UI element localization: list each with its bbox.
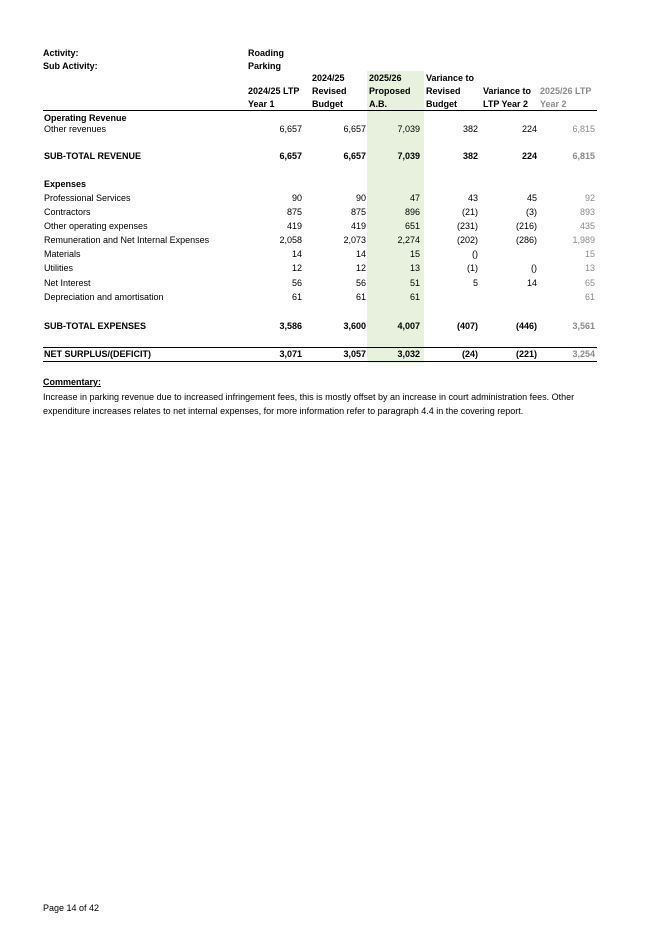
cell-value: 6,657 — [279, 151, 302, 161]
row-label: NET SURPLUS/(DEFICIT) — [44, 349, 151, 359]
row-label: Expenses — [44, 179, 87, 189]
cell-value: 6,815 — [572, 124, 595, 134]
cell-value: 14 — [355, 249, 366, 259]
net-surplus-bottom-rule — [43, 361, 597, 362]
row-label: Depreciation and amortisation — [44, 292, 164, 302]
row-label: Other revenues — [44, 124, 107, 134]
cell-value: () — [472, 249, 478, 259]
cell-value: 12 — [291, 263, 302, 273]
cell-value: 5 — [472, 278, 478, 288]
table-row — [0, 262, 645, 275]
cell-value: (446) — [515, 321, 537, 331]
row-label: Professional Services — [44, 193, 131, 203]
col-header-proposed-ab: 2025/26 Proposed A.B. — [369, 73, 411, 109]
cell-value: 43 — [467, 193, 478, 203]
cell-value: 1,989 — [572, 235, 595, 245]
cell-value: 12 — [355, 263, 366, 273]
cell-value: 56 — [291, 278, 302, 288]
cell-value: 382 — [462, 124, 478, 134]
row-label: Operating Revenue — [44, 113, 127, 123]
cell-value: 92 — [584, 193, 595, 203]
table-row — [0, 291, 645, 304]
cell-value: 435 — [579, 221, 595, 231]
row-label: Other operating expenses — [44, 221, 148, 231]
cell-value: 3,586 — [279, 321, 302, 331]
cell-value: 15 — [409, 249, 420, 259]
cell-value: 3,254 — [572, 349, 595, 359]
table-row — [0, 150, 645, 163]
cell-value: 4,007 — [397, 321, 420, 331]
cell-value: 45 — [526, 193, 537, 203]
table-row — [0, 248, 645, 261]
cell-value: 15 — [584, 249, 595, 259]
table-row — [0, 123, 645, 136]
cell-value: 65 — [584, 278, 595, 288]
row-label: Utilities — [44, 263, 74, 273]
cell-value: (202) — [456, 235, 478, 245]
cell-value: (216) — [515, 221, 537, 231]
cell-value: () — [531, 263, 537, 273]
table-row — [0, 320, 645, 333]
cell-value: 6,657 — [343, 124, 366, 134]
cell-value: (21) — [461, 207, 478, 217]
table-row — [0, 348, 645, 361]
row-label: Materials — [44, 249, 81, 259]
cell-value: 3,071 — [279, 349, 302, 359]
cell-value: 14 — [526, 278, 537, 288]
cell-value: 3,600 — [343, 321, 366, 331]
row-label: Remuneration and Net Internal Expenses — [44, 235, 210, 245]
cell-value: 896 — [404, 207, 420, 217]
commentary-heading: Commentary: — [43, 377, 102, 387]
cell-value: 6,657 — [343, 151, 366, 161]
page-number: Page 14 of 42 — [43, 903, 100, 913]
cell-value: 47 — [409, 193, 420, 203]
cell-value: 2,274 — [397, 235, 420, 245]
sub-activity-value: Parking — [248, 61, 282, 71]
cell-value: 875 — [350, 207, 366, 217]
cell-value: (1) — [467, 263, 478, 273]
row-label: Contractors — [44, 207, 91, 217]
table-row — [0, 206, 645, 219]
table-row — [0, 277, 645, 290]
cell-value: 13 — [584, 263, 595, 273]
row-label: SUB-TOTAL EXPENSES — [44, 321, 147, 331]
row-label: SUB-TOTAL REVENUE — [44, 151, 142, 161]
col-header-revised-budget: 2024/25 Revised Budget — [312, 73, 347, 109]
cell-value: 3,032 — [397, 349, 420, 359]
cell-value: 893 — [579, 207, 595, 217]
col-header-ltp-year1: 2024/25 LTP Year 1 — [248, 86, 300, 109]
cell-value: 61 — [584, 292, 595, 302]
table-row — [0, 234, 645, 247]
cell-value: 7,039 — [397, 151, 420, 161]
cell-value: 90 — [291, 193, 302, 203]
cell-value: 3,561 — [572, 321, 595, 331]
cell-value: (231) — [456, 221, 478, 231]
sub-activity-label: Sub Activity: — [43, 61, 98, 71]
col-header-variance-revised: Variance to Revised Budget — [426, 73, 475, 109]
cell-value: (3) — [526, 207, 537, 217]
commentary-text: Increase in parking revenue due to increased infringement fees, this is mostly offset by an increase in court administration fees. Other expenditure increases relates to net internal expenses, for more information refer to paragraph 4.4 in the covering report. — [43, 392, 575, 416]
cell-value: (407) — [456, 321, 478, 331]
cell-value: 2,073 — [343, 235, 366, 245]
net-surplus-top-rule — [43, 347, 597, 348]
cell-value: 61 — [355, 292, 366, 302]
cell-value: 3,057 — [343, 349, 366, 359]
table-row — [0, 220, 645, 233]
header-rule — [43, 110, 597, 111]
cell-value: 224 — [521, 124, 537, 134]
activity-value: Roading — [248, 48, 284, 58]
cell-value: 14 — [291, 249, 302, 259]
cell-value: 651 — [404, 221, 420, 231]
cell-value: 6,657 — [279, 124, 302, 134]
table-row — [0, 192, 645, 205]
cell-value: 382 — [462, 151, 478, 161]
cell-value: 61 — [291, 292, 302, 302]
cell-value: 224 — [521, 151, 537, 161]
cell-value: 13 — [409, 263, 420, 273]
cell-value: 61 — [409, 292, 420, 302]
activity-label: Activity: — [43, 48, 79, 58]
cell-value: (221) — [515, 349, 537, 359]
cell-value: 90 — [355, 193, 366, 203]
cell-value: 875 — [286, 207, 302, 217]
cell-value: 419 — [350, 221, 366, 231]
col-header-ltp-year2: 2025/26 LTP Year 2 — [540, 86, 592, 109]
row-label: Net Interest — [44, 278, 91, 288]
cell-value: 419 — [286, 221, 302, 231]
cell-value: 2,058 — [279, 235, 302, 245]
cell-value: (24) — [461, 349, 478, 359]
cell-value: (286) — [515, 235, 537, 245]
cell-value: 7,039 — [397, 124, 420, 134]
table-row — [0, 178, 645, 191]
cell-value: 51 — [409, 278, 420, 288]
cell-value: 6,815 — [572, 151, 595, 161]
cell-value: 56 — [355, 278, 366, 288]
col-header-variance-ltp: Variance to LTP Year 2 — [483, 86, 532, 109]
